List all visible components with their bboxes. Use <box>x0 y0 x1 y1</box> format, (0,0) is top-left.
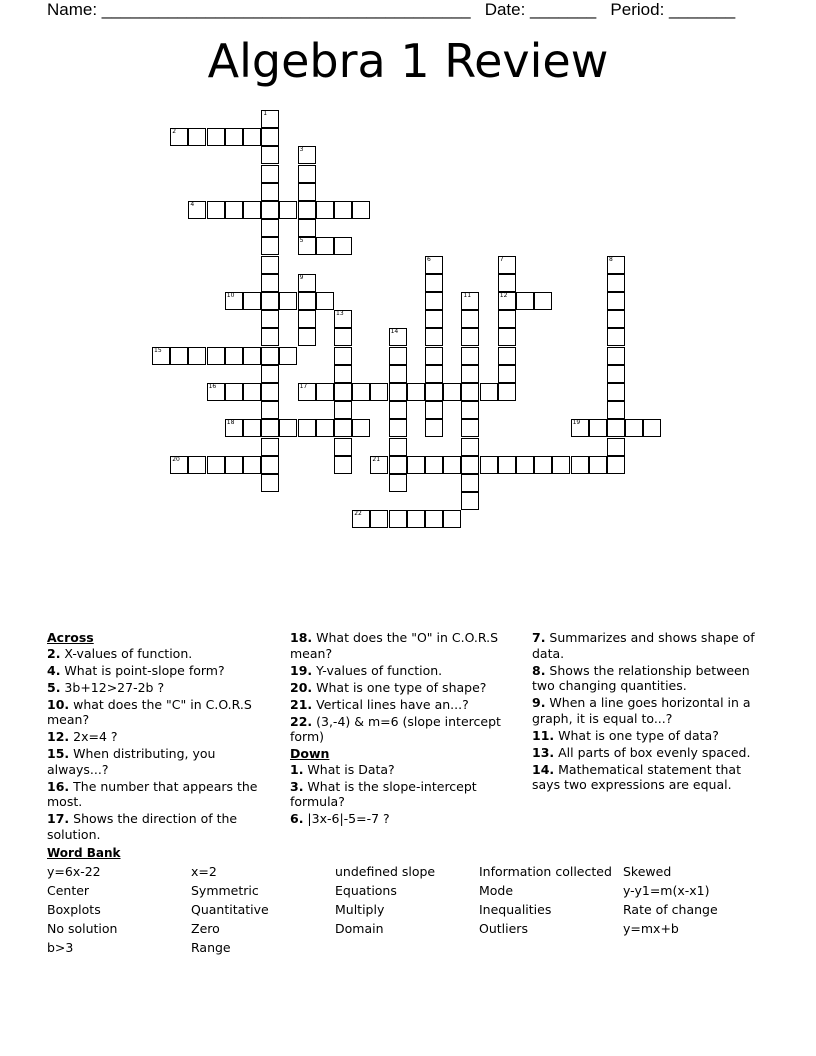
clue-number: 12 <box>499 292 508 299</box>
page-title: Algebra 1 Review <box>207 34 609 88</box>
clue-text: 2x=4 ? <box>69 729 118 744</box>
crossword-cell[interactable] <box>607 456 625 474</box>
crossword-cell[interactable] <box>243 383 261 401</box>
word-bank-item: Skewed <box>623 864 672 879</box>
across-clue <box>47 697 277 728</box>
clue-number-label: 17. <box>47 811 70 826</box>
crossword-cell[interactable] <box>261 219 279 237</box>
clue-number-label: 13. <box>532 744 555 760</box>
crossword-cell[interactable] <box>389 383 407 401</box>
crossword-cell[interactable] <box>498 310 516 328</box>
crossword-cell[interactable] <box>498 256 516 274</box>
crossword-cell[interactable] <box>298 183 316 201</box>
crossword-cell[interactable] <box>334 347 352 365</box>
clue-text: What is one type of shape? <box>312 679 487 695</box>
crossword-cell[interactable] <box>298 146 316 164</box>
crossword-cell[interactable] <box>261 365 279 383</box>
crossword-cell[interactable] <box>516 456 534 474</box>
crossword-cell[interactable] <box>170 128 188 146</box>
crossword-cell[interactable] <box>389 401 407 419</box>
crossword-cell[interactable] <box>261 110 279 128</box>
word-bank-item: No solution <box>47 921 118 936</box>
across-clue <box>290 697 515 713</box>
crossword-cell[interactable] <box>334 419 352 437</box>
crossword-cell[interactable] <box>607 256 625 274</box>
down-clue <box>290 779 515 810</box>
word-bank-item: Domain <box>335 921 384 936</box>
clue-number: 2 <box>172 128 177 136</box>
crossword-cell[interactable] <box>389 419 407 437</box>
crossword-cell[interactable] <box>389 456 407 474</box>
crossword-cell[interactable] <box>261 292 279 310</box>
crossword-cell[interactable] <box>425 256 443 274</box>
word-bank-item: Range <box>191 940 231 955</box>
down-clue <box>290 811 515 827</box>
crossword-cell[interactable] <box>643 419 661 437</box>
word-bank-item: Boxplots <box>47 902 101 917</box>
clue-number-label: 10. <box>47 696 70 712</box>
crossword-cell[interactable] <box>443 456 461 474</box>
clues-column-2 <box>290 630 515 828</box>
clue-text: What is Data? <box>303 761 395 777</box>
crossword-cell[interactable] <box>389 328 407 346</box>
clue-number-label: 7. <box>532 630 546 645</box>
crossword-cell[interactable] <box>425 401 443 419</box>
crossword-cell[interactable] <box>334 310 352 328</box>
clue-number: 4 <box>190 201 195 208</box>
across-clue <box>290 680 515 696</box>
crossword-cell[interactable] <box>334 438 352 456</box>
crossword-cell[interactable] <box>607 365 625 383</box>
crossword-cell[interactable] <box>298 219 316 237</box>
word-bank-item: Multiply <box>335 902 385 917</box>
across-clue <box>290 663 515 679</box>
crossword-cell[interactable] <box>334 456 352 474</box>
down-clue <box>532 762 767 793</box>
word-bank-item: y-y1=m(x-x1) <box>623 883 710 898</box>
clue-text: X-values of function. <box>60 645 193 661</box>
clue-number: 19 <box>572 419 581 427</box>
down-clue <box>532 630 767 661</box>
crossword-cell[interactable] <box>389 347 407 365</box>
crossword-cell[interactable] <box>461 347 479 365</box>
word-bank-item: Outliers <box>479 921 528 936</box>
crossword-cell[interactable] <box>607 310 625 328</box>
clue-number: 10 <box>226 292 235 299</box>
crossword-cell[interactable] <box>316 292 334 310</box>
clue-number: 3 <box>299 146 304 154</box>
crossword-cell[interactable] <box>461 328 479 346</box>
crossword-cell[interactable] <box>207 347 225 365</box>
crossword-cell[interactable] <box>352 383 370 401</box>
crossword-cell[interactable] <box>534 456 552 474</box>
crossword-cell[interactable] <box>516 292 534 310</box>
crossword-cell[interactable] <box>370 456 388 474</box>
crossword-cell[interactable] <box>261 347 279 365</box>
crossword-cell[interactable] <box>370 510 388 528</box>
crossword-cell[interactable] <box>261 274 279 292</box>
word-bank-item: Information collected <box>479 864 612 879</box>
clue-number-label: 9. <box>532 695 546 710</box>
clue-text: |3x-6|-5=-7 ? <box>303 811 390 826</box>
across-heading: Across <box>47 630 94 645</box>
crossword-cell[interactable] <box>352 201 370 219</box>
crossword-cell[interactable] <box>425 292 443 310</box>
down-clue <box>532 728 767 744</box>
clue-number-label: 2. <box>47 645 61 661</box>
clue-text: Shows the relationship between two changing quantities. <box>532 662 750 693</box>
word-bank-item: Zero <box>191 921 220 936</box>
down-clue <box>532 695 767 726</box>
crossword-cell[interactable] <box>589 456 607 474</box>
clue-number-label: 12. <box>47 729 70 744</box>
crossword-cell[interactable] <box>188 201 206 219</box>
crossword-cell[interactable] <box>243 456 261 474</box>
clue-text: Mathematical statement that says two expressions are equal. <box>532 761 741 792</box>
crossword-cell[interactable] <box>188 128 206 146</box>
crossword-cell[interactable] <box>261 419 279 437</box>
crossword-cell[interactable] <box>461 456 479 474</box>
crossword-cell[interactable] <box>607 292 625 310</box>
crossword-cell[interactable] <box>334 401 352 419</box>
crossword-cell[interactable] <box>261 401 279 419</box>
clue-number: 1 <box>263 110 268 117</box>
clue-number: 17 <box>299 383 308 390</box>
clue-number-label: 14. <box>532 761 555 777</box>
crossword-cell[interactable] <box>607 438 625 456</box>
clue-text: The number that appears the most. <box>47 778 258 809</box>
crossword-cell[interactable] <box>607 274 625 292</box>
clue-number-label: 20. <box>290 679 313 695</box>
word-bank-item: b>3 <box>47 940 74 955</box>
clue-text: When a line goes horizontal in a graph, it is equal to...? <box>532 695 751 726</box>
period-field[interactable]: Period: _______ <box>610 0 736 19</box>
crossword-cell[interactable] <box>261 256 279 274</box>
clue-number-label: 11. <box>532 727 555 743</box>
clue-number: 18 <box>226 419 235 427</box>
word-bank-item: Equations <box>335 883 397 898</box>
crossword-cell[interactable] <box>334 201 352 219</box>
crossword-cell[interactable] <box>425 347 443 365</box>
crossword-cell[interactable] <box>261 438 279 456</box>
crossword-cell[interactable] <box>425 274 443 292</box>
date-field[interactable]: Date: _______ <box>484 0 597 19</box>
crossword-cell[interactable] <box>334 237 352 255</box>
clue-number-label: 6. <box>290 811 304 826</box>
word-bank-title: Word Bank <box>47 846 121 860</box>
crossword-cell[interactable] <box>225 201 243 219</box>
word-bank-item: Mode <box>479 883 514 898</box>
crossword-cell[interactable] <box>607 419 625 437</box>
crossword-cell[interactable] <box>298 165 316 183</box>
crossword-cell[interactable] <box>352 419 370 437</box>
crossword-cell[interactable] <box>261 383 279 401</box>
crossword-cell[interactable] <box>498 365 516 383</box>
crossword-cell[interactable] <box>298 328 316 346</box>
crossword-cell[interactable] <box>571 419 589 437</box>
crossword-cell[interactable] <box>425 419 443 437</box>
crossword-cell[interactable] <box>298 292 316 310</box>
clue-number: 22 <box>354 510 362 518</box>
crossword-cell[interactable] <box>298 310 316 328</box>
crossword-cell[interactable] <box>461 438 479 456</box>
crossword-cell[interactable] <box>425 310 443 328</box>
down-clue <box>290 762 515 778</box>
crossword-cell[interactable] <box>498 274 516 292</box>
crossword-cell[interactable] <box>261 237 279 255</box>
word-bank-item: Inequalities <box>479 902 552 917</box>
crossword-cell[interactable] <box>443 510 461 528</box>
crossword-cell[interactable] <box>498 292 516 310</box>
crossword-cell[interactable] <box>207 383 225 401</box>
crossword-cell[interactable] <box>243 292 261 310</box>
crossword-cell[interactable] <box>607 347 625 365</box>
crossword-cell[interactable] <box>443 383 461 401</box>
crossword-cell[interactable] <box>589 419 607 437</box>
clue-number-label: 15. <box>47 746 70 761</box>
crossword-cell[interactable] <box>261 456 279 474</box>
clue-number-label: 4. <box>47 662 61 678</box>
crossword-cell[interactable] <box>425 456 443 474</box>
word-bank-item: Symmetric <box>191 883 259 898</box>
crossword-cell[interactable] <box>279 347 297 365</box>
crossword-cell[interactable] <box>334 328 352 346</box>
crossword-cell[interactable] <box>207 128 225 146</box>
across-clue <box>47 729 277 745</box>
crossword-cell[interactable] <box>316 383 334 401</box>
clue-number-label: 5. <box>47 679 61 695</box>
clue-text: Y-values of function. <box>312 662 443 678</box>
word-bank-item: y=mx+b <box>623 921 679 936</box>
crossword-cell[interactable] <box>261 201 279 219</box>
across-clue <box>47 779 277 810</box>
clue-text: Vertical lines have an...? <box>312 696 469 712</box>
crossword-cell[interactable] <box>534 292 552 310</box>
crossword-cell[interactable] <box>498 347 516 365</box>
across-clue <box>47 746 277 777</box>
crossword-cell[interactable] <box>316 201 334 219</box>
crossword-cell[interactable] <box>316 237 334 255</box>
clue-number-label: 3. <box>290 778 304 794</box>
crossword-cell[interactable] <box>480 456 498 474</box>
crossword-cell[interactable] <box>225 347 243 365</box>
crossword-cell[interactable] <box>225 128 243 146</box>
word-bank-item: Rate of change <box>623 902 718 917</box>
word-bank-item: undefined slope <box>335 864 436 879</box>
crossword-cell[interactable] <box>389 474 407 492</box>
clue-number: 14 <box>390 328 399 336</box>
crossword-cell[interactable] <box>480 383 498 401</box>
clue-number-label: 21. <box>290 696 313 712</box>
clue-text: What is the slope-intercept formula? <box>290 778 477 809</box>
crossword-cell[interactable] <box>261 146 279 164</box>
crossword-cell[interactable] <box>389 510 407 528</box>
crossword-cell[interactable] <box>225 419 243 437</box>
crossword-cell[interactable] <box>425 328 443 346</box>
crossword-cell[interactable] <box>461 474 479 492</box>
clue-number-label: 16. <box>47 778 70 794</box>
clue-number: 15 <box>154 346 162 354</box>
clue-number: 6 <box>427 255 431 263</box>
crossword-cell[interactable] <box>425 510 443 528</box>
word-bank-item: Center <box>47 883 90 898</box>
crossword-cell[interactable] <box>334 365 352 383</box>
crossword-cell[interactable] <box>298 383 316 401</box>
crossword-cell[interactable] <box>152 347 170 365</box>
crossword-cell[interactable] <box>225 383 243 401</box>
crossword-cell[interactable] <box>461 419 479 437</box>
crossword-cell[interactable] <box>225 456 243 474</box>
crossword-cell[interactable] <box>298 419 316 437</box>
clue-number: 9 <box>299 273 304 281</box>
across-clue <box>47 646 277 662</box>
clue-number: 13 <box>336 310 344 318</box>
crossword-cell[interactable] <box>261 310 279 328</box>
word-bank-item: y=6x-22 <box>47 864 101 879</box>
crossword-cell[interactable] <box>407 510 425 528</box>
clue-number: 7 <box>499 255 504 263</box>
crossword-cell[interactable] <box>607 383 625 401</box>
clue-number: 8 <box>609 255 613 263</box>
crossword-cell[interactable] <box>425 365 443 383</box>
crossword-cell[interactable] <box>461 383 479 401</box>
crossword-cell[interactable] <box>279 201 297 219</box>
clue-text: what does the "C" in C.O.R.S mean? <box>47 696 252 727</box>
down-heading: Down <box>290 746 330 761</box>
crossword-cell[interactable] <box>279 292 297 310</box>
clue-number: 11 <box>463 292 472 299</box>
clue-text: Shows the direction of the solution. <box>47 811 238 842</box>
name-field[interactable]: Name: _______________________________________ <box>47 0 471 19</box>
crossword-cell[interactable] <box>298 274 316 292</box>
clues-column-3 <box>532 630 767 794</box>
clue-number: 16 <box>208 383 217 390</box>
word-bank-item: x=2 <box>191 864 217 879</box>
crossword-cell[interactable] <box>425 383 443 401</box>
clue-number-label: 8. <box>532 662 546 678</box>
crossword-cell[interactable] <box>261 474 279 492</box>
crossword-cell[interactable] <box>407 456 425 474</box>
crossword-cell[interactable] <box>352 510 370 528</box>
crossword-cell[interactable] <box>389 365 407 383</box>
crossword-cell[interactable] <box>261 183 279 201</box>
crossword-cell[interactable] <box>243 419 261 437</box>
crossword-cell[interactable] <box>461 292 479 310</box>
word-bank-item: Quantitative <box>191 902 269 917</box>
clue-text: What does the "O" in C.O.R.S mean? <box>290 630 499 661</box>
crossword-cell[interactable] <box>461 310 479 328</box>
across-clue <box>47 811 277 842</box>
crossword-cell[interactable] <box>498 456 516 474</box>
down-clue <box>532 745 767 761</box>
clue-number: 20 <box>172 455 180 463</box>
crossword-cell[interactable] <box>188 456 206 474</box>
crossword-cell[interactable] <box>170 456 188 474</box>
crossword-cell[interactable] <box>498 383 516 401</box>
crossword-cell[interactable] <box>243 347 261 365</box>
crossword-cell[interactable] <box>298 201 316 219</box>
crossword-cell[interactable] <box>207 456 225 474</box>
crossword-cell[interactable] <box>261 165 279 183</box>
crossword-cell[interactable] <box>571 456 589 474</box>
clue-text: (3,-4) & m=6 (slope intercept form) <box>290 713 501 744</box>
crossword-cell[interactable] <box>207 201 225 219</box>
crossword-cell[interactable] <box>461 401 479 419</box>
crossword-cell[interactable] <box>225 292 243 310</box>
crossword-cell[interactable] <box>170 347 188 365</box>
clue-text: What is point-slope form? <box>60 662 225 678</box>
clue-number-label: 18. <box>290 630 313 645</box>
crossword-cell[interactable] <box>625 419 643 437</box>
clue-text: 3b+12>27-2b ? <box>60 679 165 695</box>
across-clue <box>290 714 515 745</box>
crossword-cell[interactable] <box>261 328 279 346</box>
clue-text: All parts of box evenly spaced. <box>554 744 751 760</box>
crossword-cell[interactable] <box>370 383 388 401</box>
crossword-cell[interactable] <box>316 419 334 437</box>
clues-column-1 <box>47 630 277 844</box>
crossword-cell[interactable] <box>461 492 479 510</box>
crossword-cell[interactable] <box>461 365 479 383</box>
clue-text: When distributing, you always...? <box>47 746 216 777</box>
clue-text: What is one type of data? <box>554 727 719 743</box>
crossword-cell[interactable] <box>334 383 352 401</box>
across-clue <box>47 680 277 696</box>
crossword-cell[interactable] <box>552 456 570 474</box>
crossword-cell[interactable] <box>607 401 625 419</box>
down-clue <box>532 663 767 694</box>
clue-number: 5 <box>299 237 304 245</box>
crossword-cell[interactable] <box>279 419 297 437</box>
crossword-cell[interactable] <box>407 383 425 401</box>
crossword-cell[interactable] <box>389 438 407 456</box>
crossword-cell[interactable] <box>261 128 279 146</box>
clue-text: Summarizes and shows shape of data. <box>532 630 755 661</box>
crossword-cell[interactable] <box>298 237 316 255</box>
across-clue <box>290 630 515 661</box>
clue-number-label: 1. <box>290 761 304 777</box>
clue-number: 21 <box>372 455 381 463</box>
clue-number-label: 22. <box>290 713 313 729</box>
crossword-cell[interactable] <box>188 347 206 365</box>
clue-number-label: 19. <box>290 662 313 678</box>
crossword-cell[interactable] <box>607 328 625 346</box>
across-clue <box>47 663 277 679</box>
crossword-cell[interactable] <box>243 201 261 219</box>
crossword-cell[interactable] <box>243 128 261 146</box>
crossword-cell[interactable] <box>498 328 516 346</box>
